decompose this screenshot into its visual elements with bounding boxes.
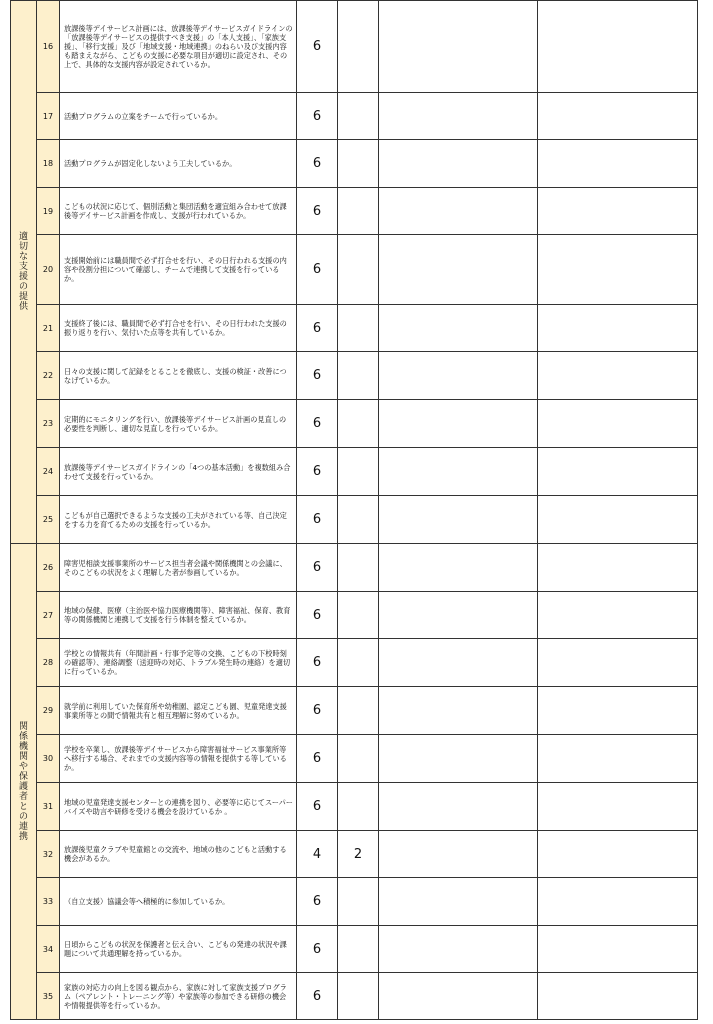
comment-cell-2[interactable] — [538, 92, 698, 139]
score-col-2[interactable] — [338, 139, 379, 187]
comment-cell-1[interactable] — [379, 495, 538, 543]
comment-cell-1[interactable] — [379, 830, 538, 877]
item-text-content: 定期的にモニタリングを行い、放課後等デイサービス計画の見直しの必要性を判断し、適切な見直しを行っているか。 — [64, 414, 287, 433]
item-text — [60, 734, 297, 782]
item-text — [60, 591, 297, 638]
comment-cell-1[interactable] — [379, 447, 538, 495]
item-text — [60, 351, 297, 399]
item-number: 32 — [37, 830, 60, 877]
item-text-content: 就学前に利用していた保育所や幼稚園、認定こども園、児童発達支援事業所等との間で情報共有と相互理解に努めているか。 — [64, 701, 287, 720]
item-text-content: 日頃からこどもの状況を保護者と伝え合い、こどもの発達の状況や課題について共通理解を持っているか。 — [64, 940, 287, 958]
item-number: 21 — [37, 304, 60, 351]
item-number: 18 — [37, 139, 60, 187]
score-col-2[interactable] — [338, 686, 379, 734]
score-col-1[interactable]: 6 — [297, 543, 338, 591]
score-col-1[interactable]: 4 — [297, 830, 338, 877]
comment-cell-1[interactable] — [379, 351, 538, 399]
item-number: 17 — [37, 92, 60, 139]
item-number: 16 — [37, 0, 60, 92]
comment-cell-1[interactable] — [379, 638, 538, 686]
comment-cell-1[interactable] — [379, 877, 538, 925]
category-cell — [10, 0, 37, 543]
comment-cell-2[interactable] — [538, 972, 698, 1020]
score-col-2[interactable] — [338, 187, 379, 234]
score-col-2[interactable] — [338, 304, 379, 351]
comment-cell-2[interactable] — [538, 399, 698, 447]
item-text-content: こどもが自己選択できるような支援の工夫がされている等、自己決定をする力を育てるための支援を行っているか。 — [64, 510, 287, 529]
comment-cell-1[interactable] — [379, 782, 538, 830]
comment-cell-2[interactable] — [538, 782, 698, 830]
score-col-1[interactable]: 6 — [297, 972, 338, 1020]
item-number: 22 — [37, 351, 60, 399]
item-text-content: 支援開始前には職員間で必ず打合せを行い、その日行われる支援の内容や役割分担について確認し、チームで連携して支援を行っているか。 — [64, 256, 287, 283]
comment-cell-2[interactable] — [538, 187, 698, 234]
item-text-content: （自立支援）協議会等へ積極的に参加しているか。 — [64, 897, 230, 906]
comment-cell-1[interactable] — [379, 234, 538, 304]
score-col-1[interactable]: 6 — [297, 782, 338, 830]
comment-cell-2[interactable] — [538, 925, 698, 972]
item-text — [60, 304, 297, 351]
item-text — [60, 638, 297, 686]
score-col-2[interactable] — [338, 925, 379, 972]
comment-cell-1[interactable] — [379, 972, 538, 1020]
score-col-1[interactable]: 6 — [297, 734, 338, 782]
item-text-content: 支援終了後には、職員間で必ず打合せを行い、その日行われた支援の振り返りを行い、気付いた点等を共有しているか。 — [64, 319, 287, 337]
comment-cell-2[interactable] — [538, 543, 698, 591]
score-col-1[interactable]: 6 — [297, 234, 338, 304]
score-col-1[interactable]: 6 — [297, 399, 338, 447]
comment-cell-2[interactable] — [538, 638, 698, 686]
category-cell — [10, 543, 37, 1020]
item-text — [60, 686, 297, 734]
item-text — [60, 447, 297, 495]
item-number: 29 — [37, 686, 60, 734]
score-col-1[interactable]: 6 — [297, 447, 338, 495]
comment-cell-1[interactable] — [379, 591, 538, 638]
comment-cell-2[interactable] — [538, 877, 698, 925]
comment-cell-2[interactable] — [538, 495, 698, 543]
item-text — [60, 234, 297, 304]
score-col-1[interactable]: 6 — [297, 187, 338, 234]
comment-cell-1[interactable] — [379, 0, 538, 92]
item-text — [60, 925, 297, 972]
score-col-1[interactable]: 6 — [297, 686, 338, 734]
category-label: 適 切 な 支 援 の 提 供 — [18, 232, 28, 312]
score-col-1[interactable]: 6 — [297, 591, 338, 638]
item-text-content: 障害児相談支援事業所のサービス担当者会議や関係機関との会議に、そのこどもの状況をよく理解した者が参画しているか。 — [64, 558, 287, 577]
item-text-content: 放課後等デイサービス計画には、放課後等デイサービスガイドラインの「放課後等デイサービスの提供すべき支援」の「本人支援」、「家族支援」、「移行支援」及び「地域支援・地域連携」のねらい及び支援内容も踏まえながら、こどもの支援に必要な項目が適切に設定され、その上で、具体的な支援内容が設定されているか。 — [64, 24, 293, 69]
item-number: 27 — [37, 591, 60, 638]
item-text-content: 放課後児童クラブや児童館との交流や、地域の他のこどもと活動する機会があるか。 — [64, 845, 287, 863]
score-col-2[interactable] — [338, 447, 379, 495]
item-number: 23 — [37, 399, 60, 447]
item-text-content: 放課後等デイサービスガイドラインの「4つの基本活動」を複数組み合わせて支援を行っているか。 — [64, 462, 291, 481]
comment-cell-1[interactable] — [379, 304, 538, 351]
score-col-2[interactable] — [338, 972, 379, 1020]
score-col-2[interactable] — [338, 495, 379, 543]
item-number: 33 — [37, 877, 60, 925]
item-text-content: 日々の支援に関して記録をとることを徹底し、支援の検証・改善につなげているか。 — [64, 366, 287, 385]
score-col-1[interactable]: 6 — [297, 92, 338, 139]
item-number: 31 — [37, 782, 60, 830]
item-text — [60, 399, 297, 447]
item-number: 35 — [37, 972, 60, 1020]
item-text-content: 地域の児童発達支援センターとの連携を図り、必要等に応じてスーパーバイズや助言や研修を受ける機会を設けているか 。 — [64, 797, 293, 816]
item-number: 28 — [37, 638, 60, 686]
score-col-2[interactable] — [338, 234, 379, 304]
comment-cell-2[interactable] — [538, 591, 698, 638]
item-number: 19 — [37, 187, 60, 234]
score-col-2[interactable] — [338, 734, 379, 782]
score-col-1[interactable]: 6 — [297, 925, 338, 972]
category-label: 関 係 機 関 や 保 護 者 と の 連 携 — [18, 721, 28, 842]
comment-cell-1[interactable] — [379, 187, 538, 234]
comment-cell-2[interactable] — [538, 734, 698, 782]
score-col-1[interactable]: 6 — [297, 304, 338, 351]
item-number: 34 — [37, 925, 60, 972]
item-text — [60, 187, 297, 234]
item-text-content: 家族の対応力の向上を図る観点から、家族に対して家族支援プログラム（ペアレント・トレーニング等）や家族等の参加できる研修の機会や情報提供等を行っているか。 — [64, 982, 287, 1010]
item-text — [60, 877, 297, 925]
comment-cell-2[interactable] — [538, 447, 698, 495]
score-col-1[interactable]: 6 — [297, 351, 338, 399]
item-text — [60, 972, 297, 1020]
comment-cell-2[interactable] — [538, 830, 698, 877]
comment-cell-1[interactable] — [379, 734, 538, 782]
score-col-2[interactable] — [338, 351, 379, 399]
score-col-1[interactable]: 6 — [297, 139, 338, 187]
item-text — [60, 92, 297, 139]
score-col-2[interactable] — [338, 638, 379, 686]
item-text — [60, 495, 297, 543]
item-text-content: 地域の保健、医療（主治医や協力医療機関等）、障害福祉、保育、教育等の関係機関と連携して支援を行う体制を整えているか。 — [64, 606, 291, 624]
comment-cell-1[interactable] — [379, 139, 538, 187]
item-number: 24 — [37, 447, 60, 495]
item-text-content: 活動プログラムの立案をチームで行っているか。 — [64, 111, 223, 121]
item-text-content: こどもの状況に応じて、個別活動と集団活動を適宜組み合わせて放課後等デイサービス計画を作成し、支援が行われているか。 — [64, 202, 287, 220]
comment-cell-2[interactable] — [538, 0, 698, 92]
item-number: 20 — [37, 234, 60, 304]
item-text-content: 学校との情報共有（年間計画・行事予定等の交換、こどもの下校時刻の確認等）、連絡調整（送迎時の対応、トラブル発生時の連絡）を適切に行っているか。 — [64, 649, 291, 676]
item-text-content: 活動プログラムが固定化しないよう工夫しているか。 — [64, 159, 237, 168]
score-col-2[interactable] — [338, 92, 379, 139]
comment-cell-2[interactable] — [538, 351, 698, 399]
comment-cell-2[interactable] — [538, 686, 698, 734]
item-number: 30 — [37, 734, 60, 782]
comment-cell-1[interactable] — [379, 543, 538, 591]
score-col-1[interactable]: 6 — [297, 0, 338, 92]
comment-cell-2[interactable] — [538, 139, 698, 187]
score-col-2[interactable] — [338, 877, 379, 925]
comment-cell-1[interactable] — [379, 686, 538, 734]
item-text-content: 学校を卒業し、放課後等デイサービスから障害福祉サービス事業所等へ移行する場合、それまでの支援内容等の情報を提供する等しているか。 — [64, 745, 287, 772]
score-col-2[interactable] — [338, 543, 379, 591]
score-col-2[interactable] — [338, 0, 379, 92]
item-text — [60, 830, 297, 877]
item-text — [60, 0, 297, 92]
comment-cell-1[interactable] — [379, 92, 538, 139]
comment-cell-2[interactable] — [538, 304, 698, 351]
score-col-2[interactable] — [338, 591, 379, 638]
item-number: 26 — [37, 543, 60, 591]
item-number: 25 — [37, 495, 60, 543]
item-text — [60, 782, 297, 830]
comment-cell-1[interactable] — [379, 925, 538, 972]
score-col-2[interactable]: 2 — [338, 830, 379, 877]
score-col-2[interactable] — [338, 399, 379, 447]
score-col-1[interactable]: 6 — [297, 638, 338, 686]
score-col-1[interactable]: 6 — [297, 877, 338, 925]
item-text — [60, 139, 297, 187]
item-text — [60, 543, 297, 591]
score-col-1[interactable]: 6 — [297, 495, 338, 543]
comment-cell-1[interactable] — [379, 399, 538, 447]
score-col-2[interactable] — [338, 782, 379, 830]
comment-cell-2[interactable] — [538, 234, 698, 304]
